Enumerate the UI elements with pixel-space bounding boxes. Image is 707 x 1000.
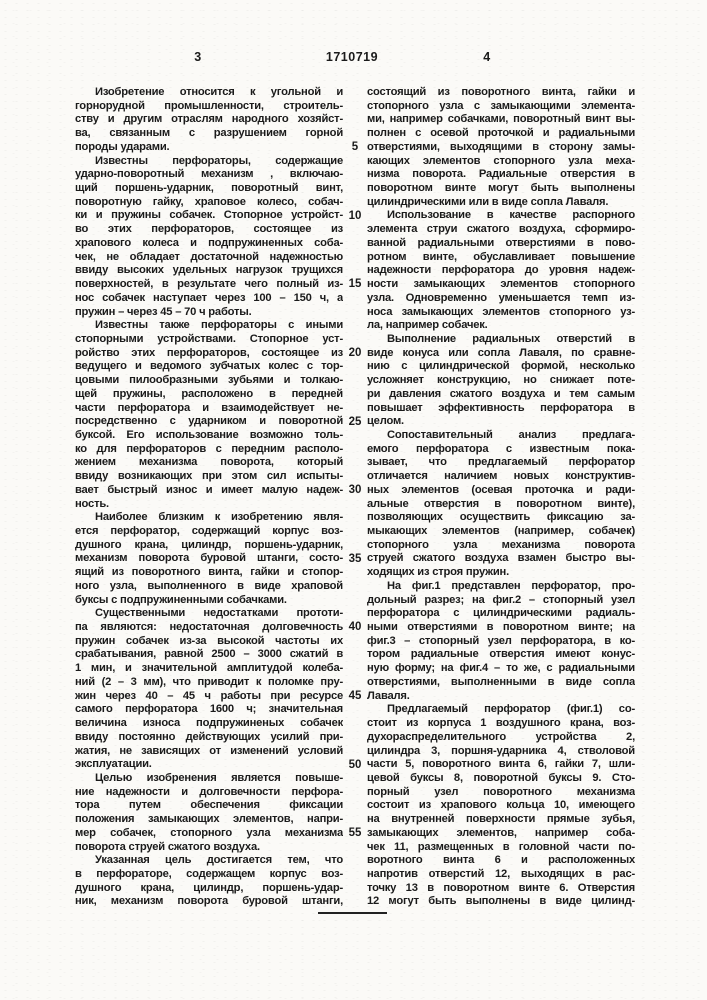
- right-column-page-number: 4: [483, 50, 491, 64]
- text-line: ва, связанным с разрушением горной: [75, 127, 343, 140]
- text-line: ки и пружины собачек. Стопорное устройст-: [75, 209, 343, 222]
- text-line: ность.: [75, 497, 109, 510]
- text-line: поверхностей, в результате чего полный из-: [75, 278, 343, 291]
- text-line: перфоратора с цилиндрическими радиаль-: [367, 607, 635, 620]
- line-number: 15: [348, 278, 362, 291]
- text-line: ударно-поворотный механизм , включаю-: [75, 168, 343, 181]
- text-line: порный узел поворотного механизма: [367, 785, 635, 798]
- text-line: ко для перфораторов с передним располо-: [75, 442, 343, 455]
- text-line: жением механизма поворота, который: [75, 456, 343, 469]
- text-line: струей сжатого воздуха взамен быстро вы-: [367, 552, 635, 565]
- text-line: мер собачек, стопорного узла механизма: [75, 826, 343, 839]
- left-column-page-number: 3: [194, 50, 202, 64]
- line-number: 25: [348, 415, 362, 428]
- text-line: Изобретение относится к угольной и: [95, 86, 343, 98]
- text-line: дольный разрез; на фиг.2 – стопорный узел: [367, 593, 635, 606]
- text-line: срабатывания, равной 2500 – 3000 сжатий в: [75, 648, 343, 661]
- text-line: ник, механизм поворота буровой штанги,: [75, 895, 343, 908]
- text-line: цилиндрическими или в виде сопла Лаваля.: [367, 195, 609, 208]
- text-line: состоит из храпового кольца 10, имеющего: [367, 799, 635, 812]
- text-line: стопорными устройствами. Стопорное уст-: [75, 332, 343, 345]
- text-line: альные отверстия в поворотном винте),: [367, 497, 635, 510]
- text-line: точку 13 в поворотном винте 6. Отверстия: [367, 881, 635, 894]
- text-line: части 5, поворотного винта 6, гайки 7, шли-: [367, 758, 635, 771]
- text-line: Известны также перфораторы с иными: [95, 319, 343, 332]
- text-line: пружин собачек из-за высокой частоты их: [75, 634, 343, 647]
- line-number: 55: [348, 827, 362, 840]
- two-column-text-body: [75, 86, 635, 909]
- text-line: ри давления сжатого воздуха и тем самым: [367, 387, 635, 400]
- text-line: ввиду возникающих при этом сил испыты-: [75, 470, 343, 483]
- text-line: носа замыкающих элементов стопорного уз-: [367, 305, 635, 318]
- text-line: стопорного узла механизма поворота: [367, 538, 635, 551]
- text-line: Известны перфораторы, содержащие: [95, 154, 343, 167]
- text-line: фиг.3 – стопорный узел перфоратора, в ко-: [367, 634, 635, 647]
- text-line: поворотную гайку, храповое колесо, собач-: [75, 195, 343, 208]
- text-line: самого перфоратора 1600 ч; значительная: [75, 703, 343, 716]
- text-line: усложняет конструкцию, но снижает поте-: [367, 374, 635, 387]
- text-line: Сопоставительный анализ предлага-: [387, 428, 635, 441]
- line-number: 45: [348, 690, 362, 703]
- text-line: Существенными недостатками прототи-: [95, 607, 343, 620]
- text-line: ходящих из строя пружин.: [367, 566, 509, 579]
- text-line: буксой. Его использование возможно толь-: [75, 428, 343, 441]
- text-line: пружин – через 45 – 70 ч работы.: [75, 305, 252, 318]
- page-header: [0, 50, 707, 66]
- text-line: мыкающих элементов (например, собачек): [367, 525, 635, 537]
- text-line: ности замыкающих элементов стопорного: [367, 278, 635, 291]
- text-line: состоящий из поворотного винта, гайки и: [367, 86, 635, 98]
- text-line: цилиндра 3, поршня-ударника 4, стволовой: [367, 744, 635, 757]
- text-line: Лаваля.: [367, 689, 410, 702]
- text-line: отличается наличием новых конструктив-: [367, 470, 635, 483]
- text-line: духораспределительного устройства 2,: [367, 730, 635, 743]
- text-line: чек, не обладает достаточной надежностью: [75, 250, 343, 263]
- text-line: ний (2 – 3 мм), что приводит к поломке пру-: [75, 675, 343, 688]
- text-line: поворота струей сжатого воздуха.: [75, 840, 260, 853]
- line-number: 40: [348, 621, 362, 634]
- text-line: зывает, что предлагаемый перфоратор: [367, 456, 635, 469]
- line-number: 20: [348, 346, 362, 359]
- text-line: нос собачек наступает через 100 – 150 ч, а: [75, 291, 343, 304]
- line-number: 5: [351, 140, 359, 153]
- text-line: 1 мин, и значительной амплитудой колеба-: [75, 662, 343, 675]
- text-line: механизм поворота буровой штанги, состо-: [75, 552, 343, 565]
- text-line: воротного винта 6 и расположенных: [367, 854, 635, 867]
- text-line: поворотном винте могут быть выполнены: [367, 182, 635, 195]
- text-line: низма поворота. Радиальные отверстия в: [367, 168, 635, 181]
- text-line: посредственно с ударником и поворотной: [75, 415, 343, 428]
- text-line: узла. Одновременно уменьшается темп из-: [367, 291, 635, 304]
- text-line: ных элементов (осевая проточка и ради-: [367, 483, 635, 496]
- text-line: Наиболее близким к изобретению явля-: [95, 511, 343, 524]
- text-line: целом.: [367, 415, 404, 428]
- right-text-column: [367, 86, 635, 909]
- text-line: Предлагаемый перфоратор (фиг.1) со-: [387, 703, 635, 716]
- text-line: породы ударами.: [75, 140, 170, 153]
- text-line: во этих перфораторов, состоящее из: [75, 223, 343, 236]
- text-line: Использование в качестве распорного: [387, 209, 635, 222]
- text-line: па являются: недостаточная долговечность: [75, 621, 343, 634]
- text-line: величина износа подпружиненых собачек: [75, 717, 343, 730]
- text-line: ству и другим отраслям народного хозяйст-: [75, 113, 343, 126]
- text-line: нию с цилиндрической формой, несколько: [367, 360, 635, 373]
- text-line: элемента струи сжатого воздуха, сформиро-: [367, 223, 635, 236]
- text-line: горнорудной промышленности, строитель-: [75, 99, 343, 112]
- line-number: 30: [348, 484, 362, 497]
- text-line: Выполнение радиальных отверстий в: [387, 332, 635, 345]
- text-line: в перфораторе, содержащем корпус воз-: [75, 867, 343, 880]
- text-line: ла, например собачек.: [367, 319, 488, 332]
- text-line: отверстиями, выполненными в виде сопла: [367, 675, 635, 688]
- text-line: на внутренней поверхности прямые зубья,: [367, 813, 635, 826]
- text-line: отверстиями, выходящими в сторону замы-: [367, 140, 635, 153]
- text-line: ного узла, выполненного в виде храповой: [75, 579, 343, 592]
- text-line: вает быстрый износ и имеет малую надеж-: [75, 483, 343, 496]
- text-line: ввиду высоких удельных нагрузок трущихся: [75, 264, 343, 277]
- text-line: эксплуатации.: [75, 758, 152, 771]
- text-line: тора путем обеспечения фиксации: [75, 799, 343, 812]
- text-line: ными отверстиями в поворотном винте; на: [367, 621, 635, 634]
- text-line: замыкающих элементов, например соба-: [367, 826, 635, 839]
- line-number: 50: [348, 758, 362, 771]
- text-line: буксы с подпружиненными собачками.: [75, 593, 287, 606]
- text-line: цовыми пилообразными зубьями и толкаю-: [75, 374, 343, 387]
- text-line: ввиду постоянно действующих усилий при-: [75, 730, 343, 743]
- text-line: душного крана, цилиндр, поршень-ударник,: [75, 538, 343, 551]
- left-text-column: [75, 86, 343, 909]
- patent-document-number: 1710719: [325, 50, 379, 64]
- text-line: повышает эффективность перфоратора в: [367, 401, 635, 414]
- text-line: цевой буксы 8, поворотной буксы 9. Сто-: [367, 771, 635, 784]
- text-line: ется перфоратор, содержащий корпус воз-: [75, 525, 343, 537]
- text-line: стопорного узла с замыкающими элемента-: [367, 99, 635, 112]
- text-line: чек 11, размещенных в головной части по-: [367, 840, 635, 853]
- text-line: виде конуса или сопла Лаваля, по сравне-: [367, 346, 635, 359]
- text-line: ную форму; на фиг.4 – то же, с радиальными: [367, 662, 635, 675]
- line-number: 35: [348, 552, 362, 565]
- text-line: ние надежности и долговечности перфора-: [75, 785, 343, 798]
- line-number: 10: [348, 209, 362, 222]
- text-line: части перфоратора и взаимодействует не-: [75, 401, 343, 414]
- text-line: ящий из поворотного винта, гайки и стопор-: [75, 566, 343, 579]
- text-line: стоит из корпуса 1 воздушного крана, воз-: [367, 717, 635, 730]
- text-line: ванной радиальными отверстиями в пово-: [367, 236, 635, 249]
- text-line: жин через 40 – 45 ч работы при ресурсе: [75, 689, 343, 702]
- underline-mark-right-column-end: [349, 912, 387, 914]
- text-line: Указанная цель достигается тем, что: [95, 854, 343, 867]
- text-line: надежности перфоратора до уровня надеж-: [367, 264, 635, 277]
- text-line: напротив отверстий 12, выходящих в рас-: [367, 867, 635, 880]
- text-line: емого перфоратора с известным пока-: [367, 442, 635, 455]
- text-line: жатия, не зависящих от изменений условий: [75, 744, 343, 757]
- text-line: ми, например собачками, поворотный винт вы-: [367, 113, 635, 126]
- text-line: полнен с осевой проточкой и радиальными: [367, 127, 635, 140]
- text-line: душного крана, цилиндр, поршень-удар-: [75, 881, 343, 894]
- gutter: [343, 86, 367, 909]
- text-line: Целью изобренения является повыше-: [95, 771, 343, 784]
- text-line: На фиг.1 представлен перфоратор, про-: [387, 579, 635, 592]
- text-line: ротном винте, обуславливает повышение: [367, 250, 635, 263]
- text-line: положения замыкающих элементов, напри-: [75, 813, 343, 826]
- text-line: щей пружины, расположено в передней: [75, 387, 343, 400]
- text-line: ройство этих перфораторов, состоящее из: [75, 346, 343, 359]
- text-line: 12 могут быть выполнены в виде цилинд-: [367, 895, 635, 908]
- text-line: кающих элементов стопорного узла меха-: [367, 154, 635, 167]
- text-line: храпового колеса и подпружиненных соба-: [75, 236, 343, 249]
- text-line: ведущего и ведомого зубчатых колес с тор-: [75, 360, 343, 373]
- text-line: щий поршень-ударник, поворотный винт,: [75, 182, 343, 195]
- text-line: позволяющих осуществить фиксацию за-: [367, 511, 635, 524]
- text-line: тором радиальные отверстия имеют конус-: [367, 648, 635, 661]
